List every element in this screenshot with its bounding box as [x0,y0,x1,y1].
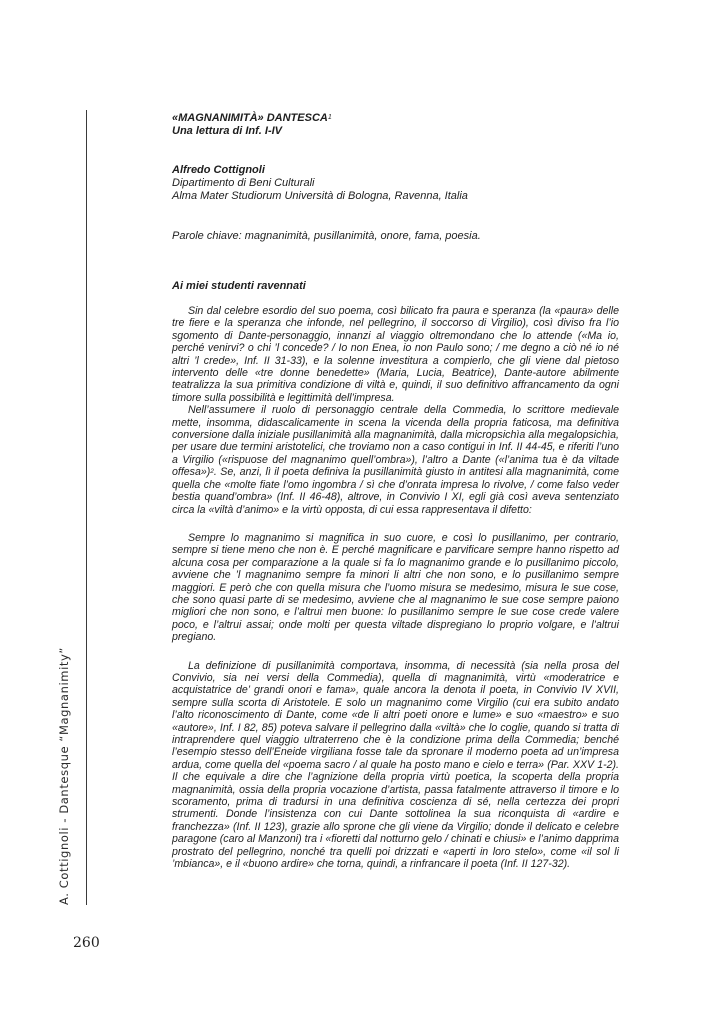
title-line-1: «MAGNANIMITÀ» DANTESCA [172,112,328,124]
affiliation-department: Dipartimento di Beni Culturali [172,177,315,189]
paragraph-text: Nell’assumere il ruolo di personaggio centrale della Commedia, lo scrittore medievale mette, insomma, didascalicamente in scena la vicenda della propria faticosa, ma definitiva conversione dalla iniziale pusillanimità alla magnanimità, dalla micropsichìa alla megalopsichìa, per usare due termini aristotelici, che troviamo non a caso contigui in Inf. II 44-45, e riferiti l’uno a Virgilio («rispuose del magnanimo quell’ombra»), l’altro a Dante («l’anima tua è da viltade offesa») [172,404,619,479]
running-head: A. Cottignoli - Dantesque “Magnanimity” [57,647,71,905]
dedication: Ai miei studenti ravennati [172,280,306,292]
title-footnote-ref[interactable]: 1 [327,114,332,121]
paragraph [172,404,619,516]
keywords: Parole chiave: magnanimità, pusillanimità, onore, fama, poesia. [172,230,481,242]
article-body [172,305,619,870]
paragraph-text: . Se, anzi, lì il poeta definiva la pusillanimità giusto in antitesi alla magnanimità, come quella che «molte fiate l’omo ingombra / sì che d’onrata impresa lo rivolve, / come falso veder bestia quand’ombra» (Inf. II 46-48), altrove, in Convivio I XI, egli già così aveva sentenziato circa la «viltà d’animo» e la virtù opposta, di cui essa rappresentava il difetto: [172,466,619,516]
title-line-2: Una lettura di Inf. I-IV [172,125,283,137]
paragraph: Sin dal celebre esordio del suo poema, così bilicato fra paura e speranza (la «paura» delle tre fiere e la speranza che infonde, nel pellegrino, il soccorso di Virgilio), così diviso fra l’io sgomento di Dante-personaggio, innanzi al viaggio oltremondano che lo attende («Ma io, perché venirvi? o chi ’l concede? / Io non Enea, io non Paulo sono; / me degno a ciò né io né altri ’l crede», Inf. II 31-33), e la solenne investitura a compierlo, che gli viene dal pietoso intervento delle «tre donne benedette» (Maria, Lucia, Beatrice), Dante-autore abilmente teatralizza la sua primitiva condizione di viltà e, quindi, il suo definitivo affrancamento da ogni timore sulla possibilità e legittimità dell’impresa. [172,305,619,404]
margin-rule [86,110,87,905]
paragraph: La definizione di pusillanimità comportava, insomma, di necessità (sia nella prosa del Convivio, sia nei versi della Commedia), quella di magnanimità, virtù «moderatrice e acquistatrice de’ grandi onori e fama», quale ancora la denota il poeta, in Convivio IV XVII, sempre sulla scorta di Aristotele. E solo un magnanimo come Virgilio (cui era subito andato l’alto riconoscimento di Dante, come «de li altri poeti onore e lume» e suo «maestro» e suo «autore», Inf. I 82, 85) poteva salvare il pellegrino dalla «viltà» che lo coglie, quando si tratta di intraprendere quel viaggio ultraterreno che è la condizione prima della Commedia; benché l’esempio stesso dell’Eneide virgiliana fosse tale da spronare il moderno poeta ad un’impresa ardua, come quella del «poema sacro / al quale ha posto mano e cielo e terra» (Par. XXV 1-2). Il che equivale a dire che l’agnizione della propria virtù poetica, la scoperta della propria magnanimità, ossia della propria vocazione d’artista, passa fatalmente attraverso il timore e lo scoramento, prima di tradursi in una definitiva coscienza di sé, nella certezza dei propri strumenti. Donde l’insistenza con cui Dante sottolinea la sua riconquista di «ardire e franchezza» (Inf. II 123), grazie allo sprone che gli viene da Virgilio; donde il delicato e celebre paragone (caro al Manzoni) tra i «fioretti dal notturno gelo / chinati e chiusi» e l’animo dapprima prostrato del pellegrino, nonché tra quelli poi drizzati e «aperti in loro stelo», come «il sol li ’mbianca», e il «buono ardire» che torna, quindi, a rinfrancare il poeta (Inf. II 127-32). [172,659,619,871]
author-name: Alfredo Cottignoli [172,164,265,176]
article-title [172,112,619,138]
affiliation-university: Alma Mater Studiorum Università di Bologna, Ravenna, Italia [172,190,468,202]
page-number: 260 [73,935,100,951]
block-quote: Sempre lo magnanimo si magnifica in suo cuore, e così lo pusillanimo, per contrario, sempre si tiene meno che non è. E perché magnificare e parvificare sempre hanno rispetto ad alcuna cosa per comparazione a la quale si fa lo magnanimo grande e lo pusillanimo piccolo, avviene che ’l magnanimo sempre fa minori li altri che non sono, e lo pusillanimo sempre maggiori. E però che con quella misura che l’uomo misura se medesimo, misura le sue cose, che sono quasi parte di se medesimo, avviene che al magnanimo le sue cose sempre paiono migliori che non sono, e l’altrui men buone: lo pusillanimo sempre le sue cose crede valere poco, e l’altrui assai; onde molti per questa viltade dispregiano lo proprio volgare, e l’altrui pregiano. [172,531,619,644]
author-block [172,164,619,203]
footnote-ref[interactable]: 2 [210,468,214,476]
